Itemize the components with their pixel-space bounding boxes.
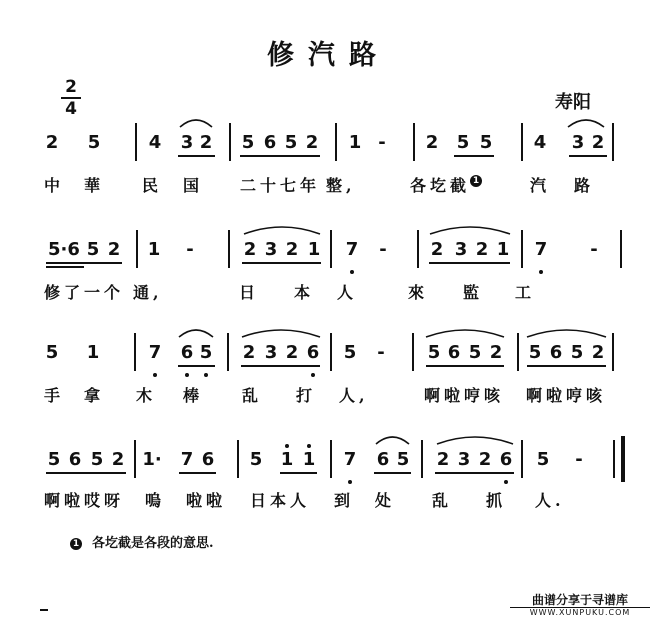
- lyric: 国: [183, 176, 200, 195]
- dash-note: -: [377, 342, 385, 363]
- note: 5: [570, 342, 584, 363]
- lyric: 日本人: [250, 491, 311, 510]
- lyric: 工: [515, 283, 532, 302]
- note: 5: [87, 132, 101, 153]
- note: 5: [427, 342, 441, 363]
- note: 6: [376, 449, 390, 470]
- note: 5: [343, 342, 357, 363]
- lyric: 監: [463, 283, 480, 302]
- note: 4: [533, 132, 547, 153]
- note: 5: [479, 132, 493, 153]
- lyric: 修了一个: [44, 283, 125, 302]
- note: 1: [147, 239, 161, 260]
- song-title: 修汽路: [267, 40, 390, 71]
- lyric: 到: [334, 491, 351, 510]
- note: 2: [242, 342, 256, 363]
- footnote: [70, 532, 214, 551]
- note: 1: [307, 239, 321, 260]
- note: 2: [45, 132, 59, 153]
- slur: [437, 437, 513, 444]
- dash-note: -: [590, 239, 598, 260]
- note: 5: [241, 132, 255, 153]
- meter-bottom: 4: [65, 99, 77, 119]
- lyric: 棒: [183, 386, 200, 405]
- note: 2: [591, 342, 605, 363]
- note: 6: [549, 342, 563, 363]
- note: 7: [148, 342, 162, 363]
- note: 2: [199, 132, 213, 153]
- note: 3: [457, 449, 471, 470]
- note: 5: [45, 342, 59, 363]
- note: 4: [148, 132, 162, 153]
- lyric: 处: [375, 491, 392, 510]
- note: 2: [478, 449, 492, 470]
- lyric: 啊啦哎呀: [44, 491, 125, 510]
- lyric: 啊啦哼咳: [526, 386, 607, 405]
- note: 2: [285, 342, 299, 363]
- lyric: 日: [239, 283, 256, 302]
- lyric: 汽: [530, 176, 547, 195]
- note: 2: [430, 239, 444, 260]
- lyric: 乱: [242, 386, 259, 405]
- note: 2: [107, 239, 121, 260]
- lyric: 抓: [486, 491, 503, 510]
- note: 5: [536, 449, 550, 470]
- footnote-ref-marker: 1: [470, 175, 482, 187]
- lyric: 啦啦: [186, 491, 227, 510]
- note: 7: [345, 239, 359, 260]
- note: 3: [571, 132, 585, 153]
- dash-note: -: [575, 449, 583, 470]
- note: 3: [180, 132, 194, 153]
- lyric: 打: [296, 386, 313, 405]
- lyric: 整,: [326, 176, 356, 195]
- note: 1: [86, 342, 100, 363]
- slur: [376, 437, 409, 444]
- note: 6: [306, 342, 320, 363]
- lyric: 拿: [84, 386, 101, 405]
- lyric: 人: [337, 283, 354, 302]
- note: 5: [90, 449, 104, 470]
- watermark-name: 曲谱分享于寻谱库: [531, 593, 628, 607]
- note: 7: [343, 449, 357, 470]
- lyric: 人.: [535, 491, 565, 510]
- note: 6: [180, 342, 194, 363]
- note: 2: [111, 449, 125, 470]
- dash-note: -: [379, 239, 387, 260]
- note: 1: [496, 239, 510, 260]
- note: 2: [305, 132, 319, 153]
- crop-mark: [40, 609, 48, 611]
- note: 2: [436, 449, 450, 470]
- note: 7: [180, 449, 194, 470]
- lyric: 二十七年: [240, 176, 321, 195]
- lyric: 乱: [432, 491, 449, 510]
- lyric: 本: [294, 283, 311, 302]
- note: 3: [264, 342, 278, 363]
- watermark-url: WWW.XUNPUKU.COM: [510, 607, 650, 618]
- note: 2: [285, 239, 299, 260]
- note: 1: [302, 449, 316, 470]
- note: 5: [284, 132, 298, 153]
- lyric: 路: [574, 176, 591, 195]
- note: 7: [534, 239, 548, 260]
- meter-top: 2: [65, 77, 77, 97]
- note: 2: [425, 132, 439, 153]
- note: 5: [456, 132, 470, 153]
- lyric: 各圪截: [410, 176, 471, 195]
- note: 2: [591, 132, 605, 153]
- region-label: 寿阳: [555, 92, 591, 113]
- note: 6: [263, 132, 277, 153]
- dash-note: -: [378, 132, 386, 153]
- dash-note: -: [186, 239, 194, 260]
- lyric: 手: [44, 386, 61, 405]
- note: 5: [199, 342, 213, 363]
- note: 6: [68, 449, 82, 470]
- lyric: 華: [84, 176, 101, 195]
- note: 2: [489, 342, 503, 363]
- note: 6: [447, 342, 461, 363]
- footnote-text: 各圪截是各段的意思.: [92, 536, 214, 551]
- lyric: 木: [136, 386, 153, 405]
- note: 5·6: [48, 239, 80, 260]
- lyric: 民: [142, 176, 159, 195]
- note: 5: [528, 342, 542, 363]
- note: 5: [47, 449, 61, 470]
- note: 5: [249, 449, 263, 470]
- lyric: 來: [408, 283, 425, 302]
- lyric: 通,: [133, 283, 163, 302]
- lyric: 啊啦哼咳: [424, 386, 505, 405]
- note: 5: [468, 342, 482, 363]
- note: 2: [475, 239, 489, 260]
- lyric: 人,: [339, 386, 369, 405]
- note: 1: [348, 132, 362, 153]
- note: 1: [280, 449, 294, 470]
- note: 6: [201, 449, 215, 470]
- note: 6: [499, 449, 513, 470]
- lyric: 中: [44, 176, 61, 195]
- note: 2: [243, 239, 257, 260]
- note: 5: [396, 449, 410, 470]
- lyric: 嗚: [145, 491, 162, 510]
- footnote-marker: 1: [70, 538, 82, 550]
- note: 3: [454, 239, 468, 260]
- watermark: [510, 593, 650, 618]
- note: 5: [86, 239, 100, 260]
- note: 1·: [142, 449, 162, 470]
- note: 3: [264, 239, 278, 260]
